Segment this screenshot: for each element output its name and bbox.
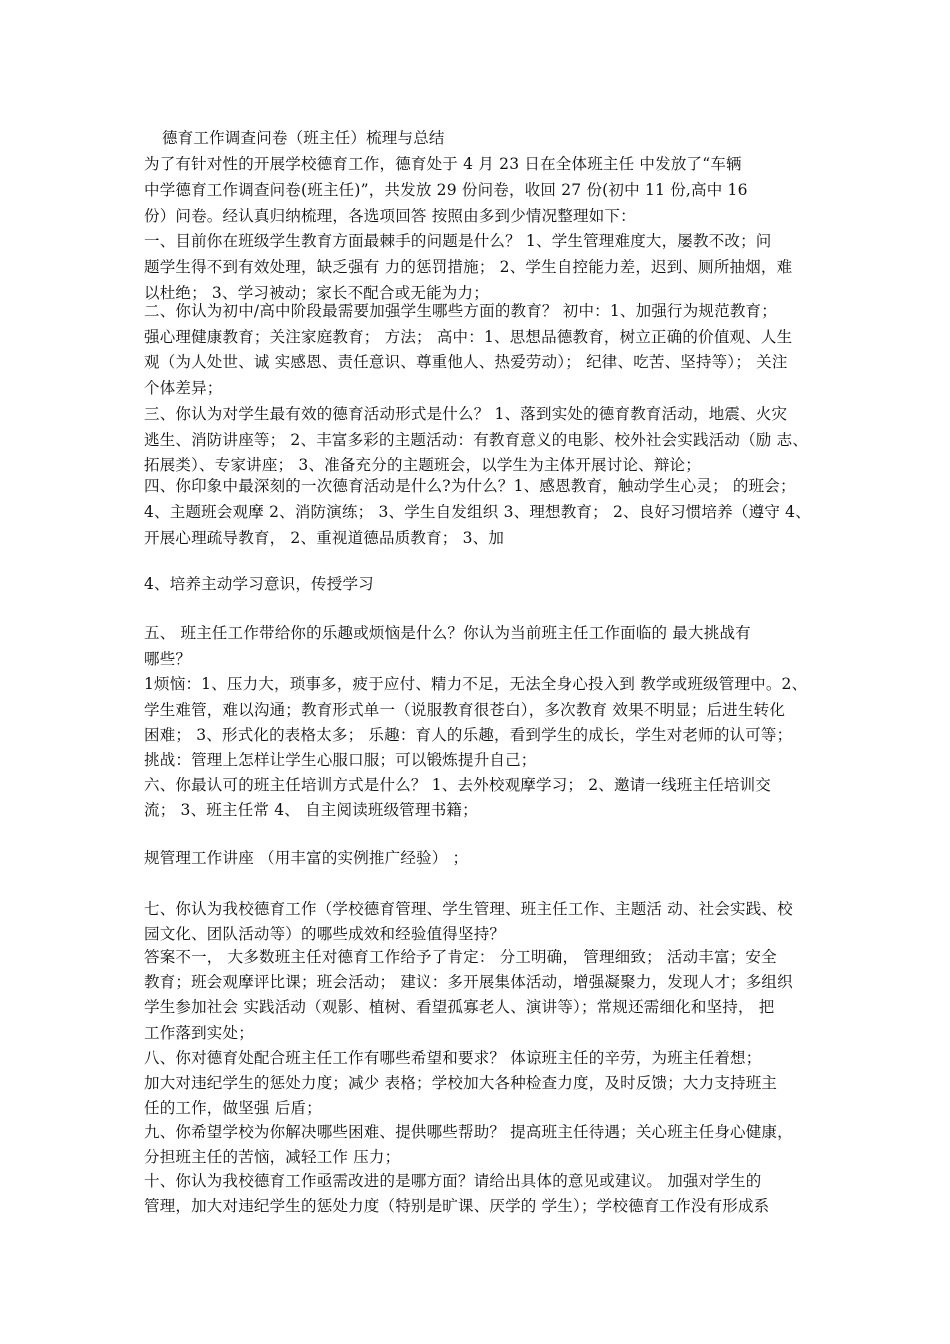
- paragraph-line: 困难； 3、形式化的表格太多； 乐趣：育人的乐趣，看到学生的成长，学生对老师的认可等；: [144, 726, 793, 744]
- paragraph-line: 十、你认为我校德育工作亟需改进的是哪方面？请给出具体的意见或建议。 加强对学生的: [144, 1172, 762, 1190]
- paragraph-line: 强心理健康教育；关注家庭教育； 方法； 高中：1、思想品德教育，树立正确的价值观、人生: [144, 328, 793, 346]
- paragraph-line: 观（为人处世、诚 实感恩、责任意识、尊重他人、热爱劳动）； 纪律、吃苦、坚持等）； 关注: [144, 353, 788, 371]
- paragraph-line: 以杜绝； 3、学习被动；家长不配合或无能为力；: [144, 284, 489, 302]
- paragraph-line: 任的工作，做坚强 后盾；: [144, 1099, 322, 1117]
- paragraph-line: 四、你印象中最深刻的一次德育活动是什么?为什么？1、感恩教育，触动学生心灵； 的班会；: [144, 477, 796, 495]
- paragraph-line: 4、培养主动学习意识，传授学习: [144, 575, 374, 593]
- paragraph-line: 六、你最认可的班主任培训方式是什么？ 1、去外校观摩学习； 2、邀请一线班主任培训交: [144, 776, 771, 794]
- paragraph-line: 1烦恼：1、压力大，琐事多，疲于应付、精力不足，无法全身心投入到 教学或班级管理中。2、: [144, 675, 808, 693]
- paragraph-line: 挑战：管理上怎样让学生心服口服；可以锻炼提升自己；: [144, 751, 537, 769]
- paragraph-line: 个体差异；: [144, 379, 223, 397]
- paragraph-line: 三、你认为对学生最有效的德育活动形式是什么？ 1、落到实处的德育教育活动，地震、火灾: [144, 405, 788, 423]
- document-title: 德育工作调查问卷（班主任）梳理与总结: [162, 129, 445, 147]
- paragraph-line: 答案不一， 大多数班主任对德育工作给予了肯定： 分工明确， 管理细致； 活动丰富；安全: [144, 948, 777, 966]
- paragraph-line: 工作落到实处；: [144, 1024, 254, 1042]
- paragraph-line: 五、 班主任工作带给你的乐趣或烦恼是什么？你认为当前班主任工作面临的 最大挑战有: [144, 624, 751, 642]
- paragraph-line: 逃生、消防讲座等； 2、丰富多彩的主题活动：有教育意义的电影、校外社会实践活动（励 志、: [144, 431, 809, 449]
- paragraph-line: 九、你希望学校为你解决哪些困难、提供哪些帮助？ 提高班主任待遇；关心班主任身心健康，: [144, 1123, 793, 1141]
- paragraph-line: 哪些？: [144, 650, 192, 668]
- paragraph-line: 学生难管，难以沟通；教育形式单一（说服教育很苍白），多次教育 效果不明显；后进生转化: [144, 701, 786, 719]
- paragraph-line: 4、主题班会观摩 2、消防演练； 3、学生自发组织 3、理想教育； 2、良好习惯培养（遵守 4、: [144, 503, 811, 521]
- paragraph-line: 学生参加社会 实践活动（观影、植树、看望孤寡老人、演讲等）；常规还需细化和坚持， 把: [144, 998, 775, 1016]
- paragraph-line: 园文化、团队活动等）的哪些成效和经验值得坚持？: [144, 925, 506, 943]
- paragraph-line: 中学德育工作调查问卷(班主任)”，共发放 29 份问卷，收回 27 份(初中 11 份,高中 16: [144, 181, 748, 199]
- paragraph-line: 七、你认为我校德育工作（学校德育管理、学生管理、班主任工作、主题活 动、社会实践、校: [144, 900, 793, 918]
- paragraph-line: 拓展类）、专家讲座； 3、准备充分的主题班会，以学生为主体开展讨论、辩论；: [144, 456, 701, 474]
- paragraph-line: 一、目前你在班级学生教育方面最棘手的问题是什么？ 1、学生管理难度大，屡教不改；问: [144, 232, 772, 250]
- paragraph-line: 八、你对德育处配合班主任工作有哪些希望和要求？ 体谅班主任的辛劳，为班主任着想；: [144, 1049, 762, 1067]
- paragraph-line: 流； 3、班主任常 4、 自主阅读班级管理书籍；: [144, 801, 478, 819]
- paragraph-line: 加大对违纪学生的惩处力度；减少 表格；学校加大各种检查力度，及时反馈；大力支持班主: [144, 1074, 778, 1092]
- paragraph-line: 份）问卷。经认真归纳梳理，各选项回答 按照由多到少情况整理如下：: [144, 207, 636, 225]
- paragraph-line: 规管理工作讲座 （用丰富的实例推广经验） ；: [144, 849, 469, 867]
- paragraph-line: 开展心理疏导教育， 2、重视道德品质教育； 3、加: [144, 529, 505, 547]
- paragraph-line: 教育；班会观摩评比课；班会活动； 建议：多开展集体活动，增强凝聚力，发现人才；多组织: [144, 973, 793, 991]
- paragraph-line: 二、你认为初中/高中阶段最需要加强学生哪些方面的教育？ 初中：1、加强行为规范教育；: [144, 302, 777, 320]
- paragraph-line: 为了有针对性的开展学校德育工作，德育处于 4 月 23 日在全体班主任 中发放了“车辆: [144, 155, 742, 173]
- paragraph-line: 题学生得不到有效处理，缺乏强有 力的惩罚措施； 2、学生自控能力差，迟到、厕所抽烟，难: [144, 258, 793, 276]
- paragraph-line: 管理，加大对违纪学生的惩处力度（特别是旷课、厌学的 学生）；学校德育工作没有形成系: [144, 1197, 770, 1215]
- paragraph-line: 分担班主任的苦恼，减轻工作 压力；: [144, 1148, 401, 1166]
